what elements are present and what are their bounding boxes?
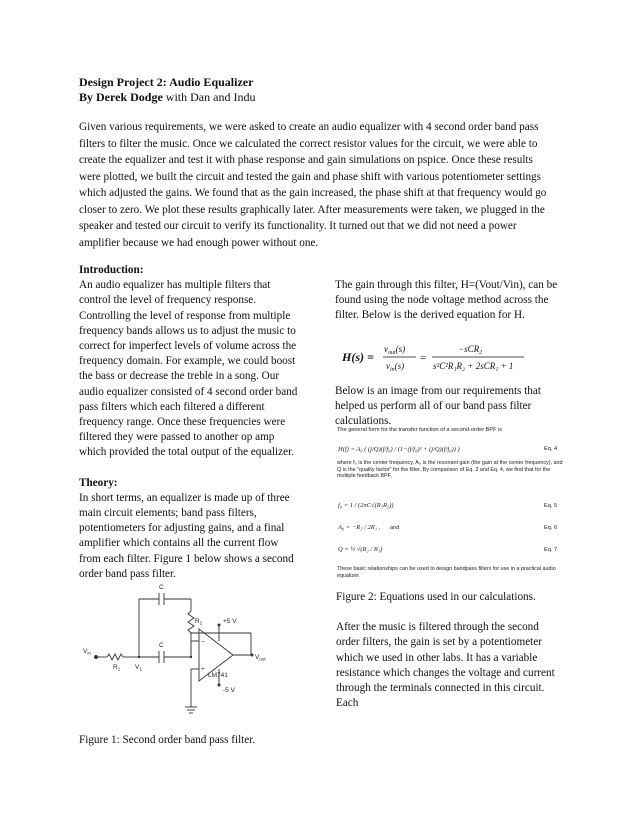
abstract-text: Given various requirements, we were asked to create an audio equalizer with 4 second order band pass filters to filter the music. Once we calculated the correct resistor values for the circuit, we were able to create the equalizer and test it with phase response and gain simulations on pspice. Once these results were plotted, we built the circuit and tested the gain and phase shift with various potentiometer settings which adjusted the gains. We found that as the gain increased, the phase shift at that frequency would go closer to zero. We plot these results graphically later. After measurements were taken, we plugged in the speaker and tested our circuit to verify its functionality. It turned out that we did not need a power amplifier because we had enough power without one.: [79, 121, 547, 249]
byline-prefix: By: [79, 90, 94, 104]
theory-text: In short terms, an equalizer is made up of three main circuit elements; band pass filters, potentiometers for adjusting gains, and a final amplifier which contains all the current flow from each filter. Figure 1 below shows a second order band pass filter.: [79, 491, 294, 580]
fig1-label-opamp: LM741: [208, 672, 228, 679]
fig1-label-vin: $V_{in}$: [83, 648, 91, 656]
fig1-label-neg-supply: -5 V: [223, 687, 235, 694]
fig1-label-vout: $V_{out}$: [255, 654, 266, 662]
fig2-eq4: Eq. 4: [544, 446, 558, 452]
after-filter-text: After the music is filtered through the second order filters, the gain is set by a potentiometer which we used in other labs. It has a variable resistance which changes the voltage and current through the terminals connected in this circuit. Each: [336, 621, 555, 710]
fig2-where-text: where f₀ is the center frequency, A₀ is the resonant gain (the gain at the center frequency), and Q is the "quality factor" for the filter. By comparison of Eq. 3 and Eq. 4, we find that for the multiple feedback BPF,: [337, 460, 563, 480]
figure-2-caption: Figure 2: Equations used in our calculations.: [336, 591, 536, 603]
fig2-eq5: Eq. 5: [544, 503, 558, 509]
theory-heading: Theory:: [79, 476, 118, 489]
fig1-label-c1: C: [159, 584, 164, 591]
figure-1-circuit: [79, 579, 301, 719]
svg-text:Q = ½ √(R₂ / R₁): Q = ½ √(R₂ / R₁): [338, 546, 383, 553]
eq-lhs-den: $v_{in}(s)$: [386, 361, 405, 373]
fig2-intro-line: The general form for the transfer function of a second-order BPF is: [337, 427, 503, 433]
right-column-lower: [336, 590, 564, 711]
abstract: [79, 119, 557, 251]
document-title: Design Project 2: Audio Equalizer: [79, 75, 254, 89]
fig1-label-c2: C: [159, 642, 164, 649]
fig2-footer-text: These basic relationships can be used to design bandpass filters for use in a practical audio equalizer.: [337, 566, 556, 579]
fig2-eq6: Eq. 6: [544, 525, 558, 531]
figure-2-equations-image: [336, 424, 568, 586]
svg-text:H(f) = A₀ ( (j/Q)(f/f₀) / (1−(: H(f) = A₀ ( (j/Q)(f/f₀) / (1−(f/f₀)² + (j/Q)(f/f₀)) ): [338, 446, 460, 453]
eq-h: H(s) =: [342, 350, 374, 364]
image-intro-text: Below is an image from our requirements that helped us perform all of our band pass filter calculations.: [335, 385, 541, 428]
fig1-label-minus: −: [201, 639, 205, 646]
transfer-function-equation: [340, 340, 530, 374]
collaborators: with Dan and Indu: [165, 90, 256, 104]
fig1-label-pos-supply: +5 V: [223, 618, 237, 625]
left-column: [79, 263, 301, 582]
eq-lhs-num: $v_{out}(s)$: [384, 344, 406, 356]
right-column-image-intro: [335, 384, 563, 430]
fig1-label-plus: +: [201, 666, 205, 673]
svg-text:=: =: [420, 352, 427, 364]
author-name: Derek Dodge: [96, 90, 163, 104]
fig1-label-v1: $V_1$: [135, 664, 142, 672]
intro-heading: Introduction:: [79, 264, 144, 276]
gain-text: The gain through this filter, H=(Vout/Vin), can be found using the node voltage method across the filter. Below is the derived equation for H.: [335, 279, 558, 322]
fig1-label-r2: $R_2$: [195, 618, 203, 626]
right-column: [335, 278, 563, 324]
svg-text:A₀ = −R₂ / 2R₁ ,: A₀ = −R₂ / 2R₁ ,: [338, 524, 381, 531]
byline: [79, 90, 255, 104]
svg-text:f₀ = 1 / (2πC√(R₁R₂)): f₀ = 1 / (2πC√(R₁R₂)): [338, 502, 394, 509]
fig2-eq7: Eq. 7: [544, 547, 558, 553]
intro-text: An audio equalizer has multiple filters that control the level of frequency response. Controlling the level of response from multiple frequency bands allows us to adjust the music to correct for imperfect levels of volume across the frequency domain. For example, we could boost the bass or decrease the treble in a song. Our audio equalizer consisted of 4 second order band pass filters which each filtered a different frequency range. Once these frequencies were filtered they were passed to another op amp which provided the total output of the equalizer.: [79, 279, 298, 459]
figure-1-caption: Figure 1: Second order band pass filter.: [79, 734, 256, 746]
fig1-label-r1: $R_1$: [113, 664, 121, 672]
eq-rhs-den: s²C²R₁R₂ + 2sCR₁ + 1: [433, 361, 514, 371]
fig2-and: and: [390, 525, 400, 531]
eq-rhs-num: −sCR$_2$: [458, 344, 483, 356]
